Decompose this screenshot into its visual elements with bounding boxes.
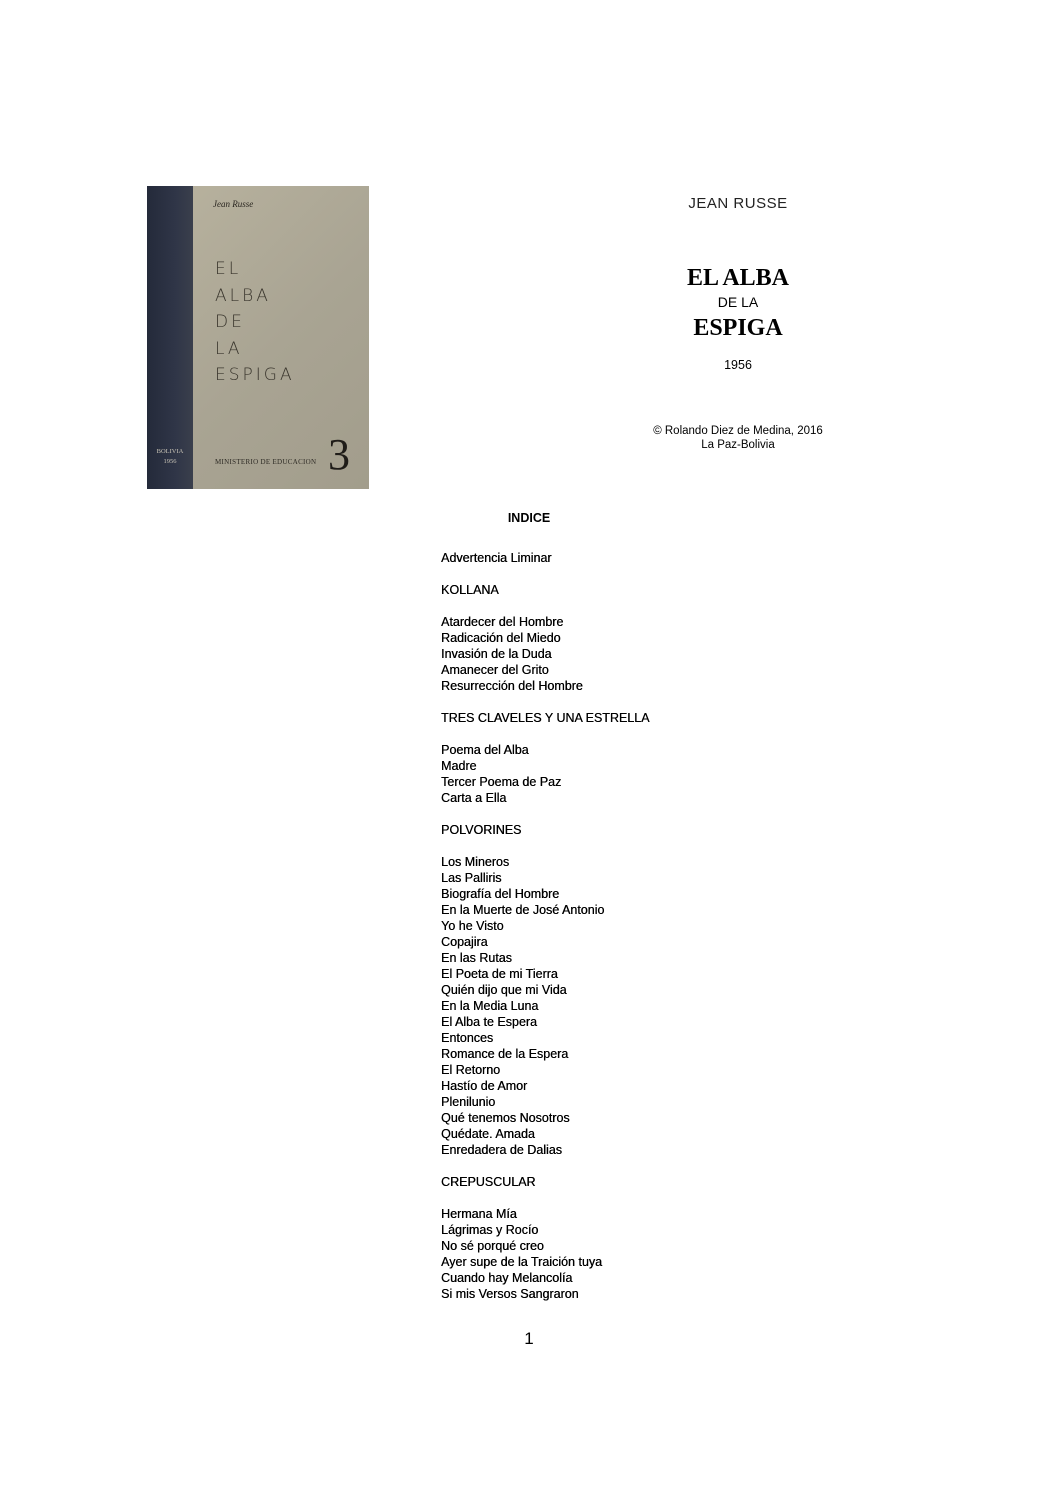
index-title: INDICE — [507, 511, 551, 525]
place-line: La Paz-Bolivia — [701, 439, 775, 451]
toc-item: Cuando hay Melancolía — [441, 1271, 573, 1285]
cover-title-line: ESPIGA — [215, 365, 295, 385]
cover-author: Jean Russe — [213, 199, 254, 209]
toc-item: Amanecer del Grito — [441, 663, 549, 677]
cover-country-year — [149, 447, 191, 467]
toc-item: No sé porqué creo — [441, 1239, 544, 1253]
cover-title-line: ALBA — [215, 285, 271, 306]
publication-year: 1956 — [724, 358, 752, 372]
toc-item: Romance de la Espera — [441, 1047, 569, 1061]
copyright-line: © Rolando Diez de Medina, 2016 — [653, 425, 823, 437]
table-of-contents — [441, 550, 649, 1302]
toc-item: Las Palliris — [441, 871, 502, 885]
cover-series-number: 3 — [328, 430, 350, 479]
cover-title-line: DE — [215, 312, 245, 332]
toc-item: Ayer supe de la Traición tuya — [441, 1255, 602, 1269]
cover-title — [215, 256, 355, 389]
toc-item: Qué tenemos Nosotros — [441, 1111, 570, 1125]
cover-country: BOLIVIA — [156, 448, 184, 455]
book-title-line-1: EL ALBA — [686, 265, 790, 291]
toc-item: El Alba te Espera — [441, 1015, 537, 1029]
toc-item: Biografía del Hombre — [441, 887, 560, 901]
toc-item: Yo he Visto — [441, 919, 504, 933]
toc-section-heading: CREPUSCULAR — [441, 1175, 536, 1189]
toc-item: Atardecer del Hombre — [441, 615, 564, 629]
page-number: 1 — [524, 1329, 534, 1348]
toc-item: Radicación del Miedo — [441, 631, 561, 645]
toc-item: Si mis Versos Sangraron — [441, 1287, 579, 1301]
toc-section-heading: POLVORINES — [441, 823, 522, 837]
toc-item: Quédate. Amada — [441, 1127, 535, 1141]
book-title-line-2: DE LA — [717, 294, 759, 310]
toc-item: En la Media Luna — [441, 999, 539, 1013]
toc-item: Resurrección del Hombre — [441, 679, 583, 693]
toc-item: Tercer Poema de Paz — [441, 775, 562, 789]
book-title-line-3: ESPIGA — [693, 315, 783, 341]
toc-item: Lágrimas y Rocío — [441, 1223, 539, 1237]
toc-item: Hermana Mía — [441, 1207, 517, 1221]
toc-item: Hastío de Amor — [441, 1079, 528, 1093]
book-cover-image — [147, 186, 369, 489]
toc-item: Entonces — [441, 1031, 494, 1045]
toc-item: Carta a Ella — [441, 791, 507, 805]
toc-section-heading: KOLLANA — [441, 583, 499, 597]
toc-item: Enredadera de Dalias — [441, 1143, 562, 1157]
toc-item: Quién dijo que mi Vida — [441, 983, 567, 997]
cover-publisher: MINISTERIO DE EDUCACION — [215, 458, 317, 466]
toc-item: Poema del Alba — [441, 743, 529, 757]
toc-item: Invasión de la Duda — [441, 647, 552, 661]
cover-spine — [147, 186, 193, 489]
cover-title-line: EL — [215, 259, 242, 279]
cover-year: 1956 — [163, 458, 177, 465]
toc-item: Madre — [441, 759, 477, 773]
toc-item: En la Muerte de José Antonio — [441, 903, 605, 917]
toc-section-heading: TRES CLAVELES Y UNA ESTRELLA — [441, 711, 650, 725]
toc-item: Copajira — [441, 935, 488, 949]
toc-item: Los Mineros — [441, 855, 510, 869]
toc-item: Plenilunio — [441, 1095, 496, 1109]
toc-item: El Poeta de mi Tierra — [441, 967, 558, 981]
author-name: JEAN RUSSE — [688, 195, 788, 212]
toc-item: El Retorno — [441, 1063, 501, 1077]
toc-intro: Advertencia Liminar — [441, 551, 552, 565]
cover-title-line: LA — [215, 338, 243, 359]
toc-item: En las Rutas — [441, 951, 512, 965]
copyright-notice — [630, 424, 846, 452]
